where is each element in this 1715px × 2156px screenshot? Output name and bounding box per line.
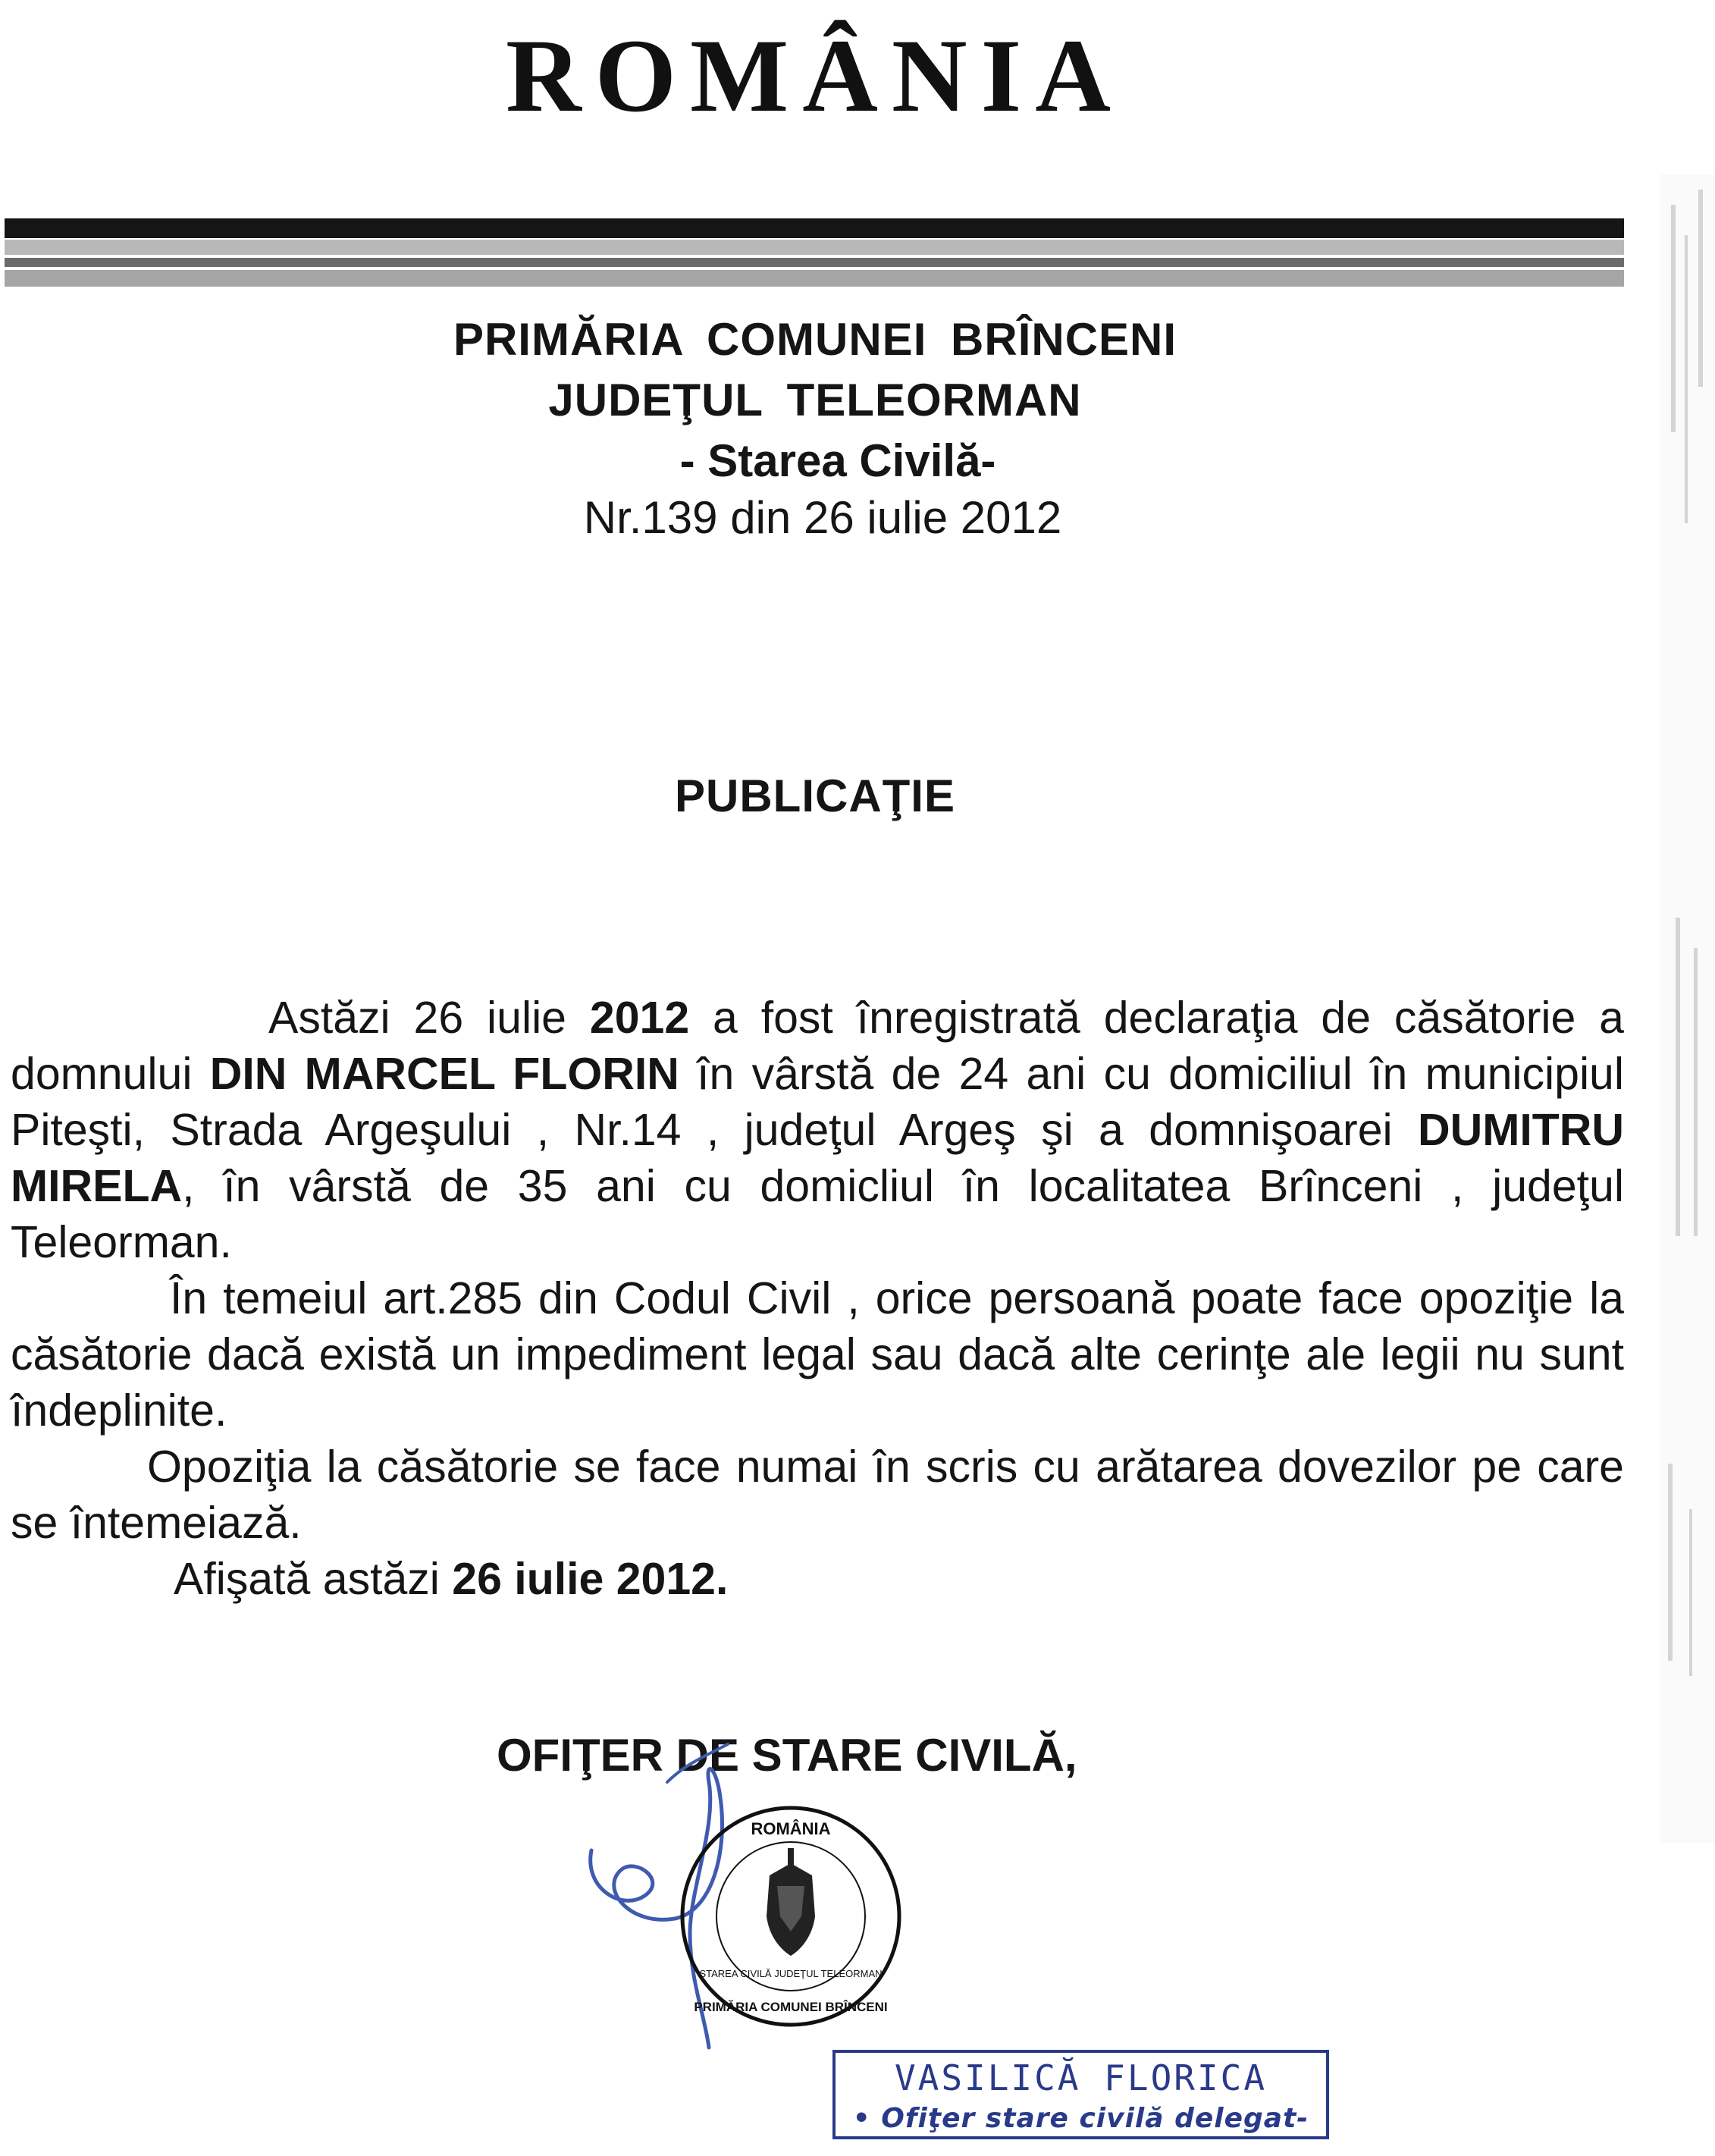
name-stamp: [832, 2050, 1329, 2139]
groom-name: DIN MARCEL FLORIN: [209, 1049, 679, 1099]
header-band-light: [5, 240, 1624, 255]
bride-name: DUMITRU MIRELA: [11, 1105, 1624, 1211]
department-name: - Starea Civilă-: [679, 435, 996, 486]
stamp-name: VASILICĂ FLORICA: [894, 2057, 1268, 2098]
seal-top-text: ROMÂNIA: [751, 1819, 831, 1838]
document-body: [11, 990, 1624, 1607]
paragraph-legal-basis: În temeiul art.285 din Codul Civil , orice persoană poate face opoziţie la căsătorie dacă există un impediment legal sau dacă alte cerinţe ale legii nu sunt îndeplinite.: [11, 1273, 1624, 1436]
p4-text: Afişată astăzi: [174, 1554, 453, 1604]
p1-text-d: , în vârstă de 35 ani cu domicliul în localitatea Brînceni , judeţul Teleorman.: [11, 1161, 1624, 1267]
posted-date: 26 iulie 2012.: [452, 1554, 729, 1604]
officer-title: OFIŢER DE STARE CIVILĂ,: [497, 1730, 1077, 1781]
p1-year: 2012: [589, 993, 690, 1043]
seal-inner-text: STAREA CIVILĂ JUDEŢUL TELEORMAN: [699, 1968, 883, 1979]
p1-text-b: a fost înregistrată declaraţia de căsătorie a domnului: [11, 993, 1624, 1099]
document-title: PUBLICAŢIE: [675, 770, 955, 821]
paragraph-opposition: Opoziţia la căsătorie se face numai în scris cu arătarea dovezilor pe care se întemeiază.: [11, 1442, 1624, 1548]
header-band-grey: [5, 270, 1624, 287]
coat-of-arms-icon: [767, 1848, 815, 1956]
paragraph-declaration: [11, 990, 1624, 1270]
scan-edge-noise: [1660, 174, 1715, 1843]
county-name: JUDEŢUL TELEORMAN: [548, 375, 1082, 425]
official-seal: [677, 1803, 905, 2030]
header-band-mid: [5, 258, 1624, 267]
registration-number: Nr.139 din 26 iulie 2012: [583, 492, 1062, 543]
stamp-role: • Ofiţer stare civilă delegat-: [852, 2103, 1309, 2134]
header-band-dark: [5, 218, 1624, 238]
p1-text-a: Astăzi 26 iulie: [268, 993, 590, 1043]
institution-name: PRIMĂRIA COMUNEI BRÎNCENI: [453, 314, 1177, 365]
seal-ring-text: PRIMĂRIA COMUNEI BRÎNCENI: [694, 2000, 888, 2014]
paragraph-posted: [11, 1551, 1624, 1607]
p1-text-c: în vârstă de 24 ani cu domiciliul în municipiul Piteşti, Strada Argeşului , Nr.14 , judeţul Argeş şi a domnişoarei: [11, 1049, 1624, 1155]
country-heading: ROMÂNIA: [506, 17, 1124, 133]
